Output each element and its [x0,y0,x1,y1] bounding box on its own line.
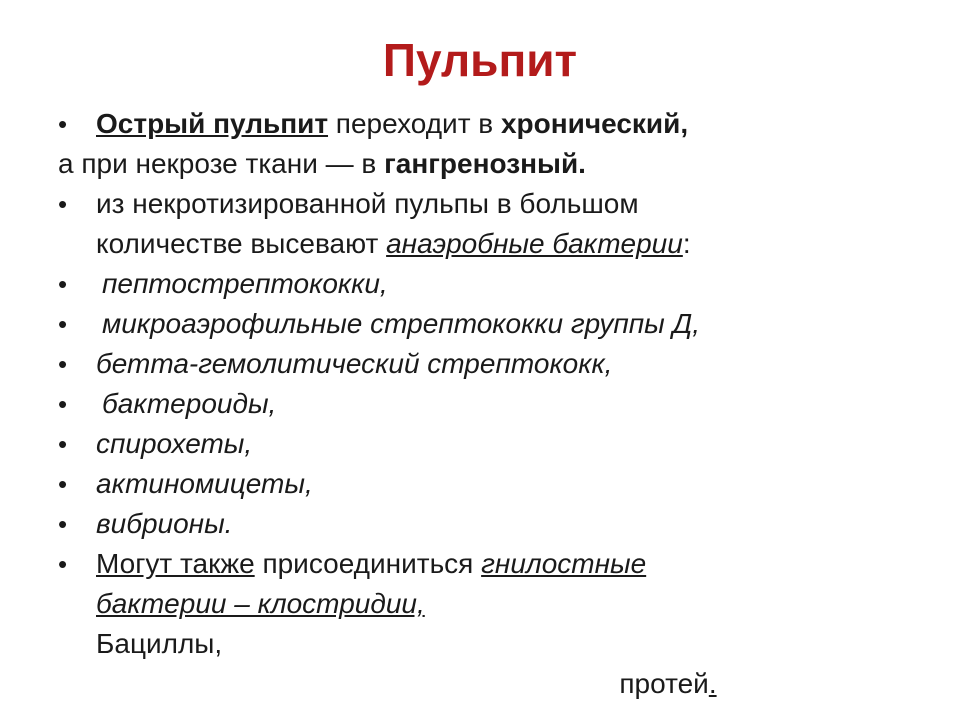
bullet-line-5 [58,264,938,304]
peptostreptococci-item: пептострептококки, [102,268,388,299]
clostridia-item: бактерии – клостридии, [96,588,425,619]
bullet-line-3 [58,184,938,224]
bullet-line-12 [58,544,938,584]
bullet-icon [58,184,88,224]
bullet-line-7 [58,344,938,384]
anaerobic-bacteria-term: анаэробные бактерии [386,228,683,259]
bullet-line-8 [58,384,938,424]
bullet-icon [58,104,88,144]
spirochetes-item: спирохеты, [96,428,253,459]
text-line-14 [58,624,938,664]
bullet-icon [58,424,88,464]
bacilli-item: Бациллы, [96,628,223,659]
bullet-line-6 [58,304,938,344]
microaerophilic-item: микроаэрофильные стрептококки группы Д, [102,308,701,339]
slide-title: Пульпит [382,34,578,86]
line12-text: присоединиться [254,548,482,579]
gangrenous-term: гангренозный. [384,148,586,179]
proteus-period: . [708,668,717,699]
chronic-term: хронический, [500,108,689,139]
line4-text: количестве высевают [96,228,387,259]
bullet-line-1 [58,104,938,144]
bullet-icon [58,544,88,584]
bullet-icon [58,504,88,544]
bullet-line-11 [58,504,938,544]
bullet-icon [58,344,88,384]
putrefactive-term: гнилостные [481,548,647,579]
actinomycetes-item: актиномицеты, [96,468,313,499]
line3-text: из некротизированной пульпы в большом [96,188,639,219]
bullet-line-10 [58,464,938,504]
line1-text: переходит в [328,108,501,139]
hemolytic-item: бетта-гемолитический стрептококк, [96,348,613,379]
text-line-4 [58,224,938,264]
may-also-term: Могут также [96,548,255,579]
acute-pulpitis-term: Острый пульпит [96,108,329,139]
slide-content [58,104,938,704]
bullet-icon [58,384,88,424]
bullet-icon [58,264,88,304]
bullet-icon [58,464,88,504]
vibrios-item: вибрионы. [96,508,233,539]
text-line-13 [58,584,938,624]
text-line-15 [58,664,938,704]
proteus-item: протей [619,668,709,699]
line4-colon: : [682,228,691,259]
bacteroides-item: бактероиды, [102,388,277,419]
text-line-2 [58,144,938,184]
bullet-icon [58,304,88,344]
line2-text: а при некрозе ткани — в [58,148,385,179]
bullet-line-9 [58,424,938,464]
